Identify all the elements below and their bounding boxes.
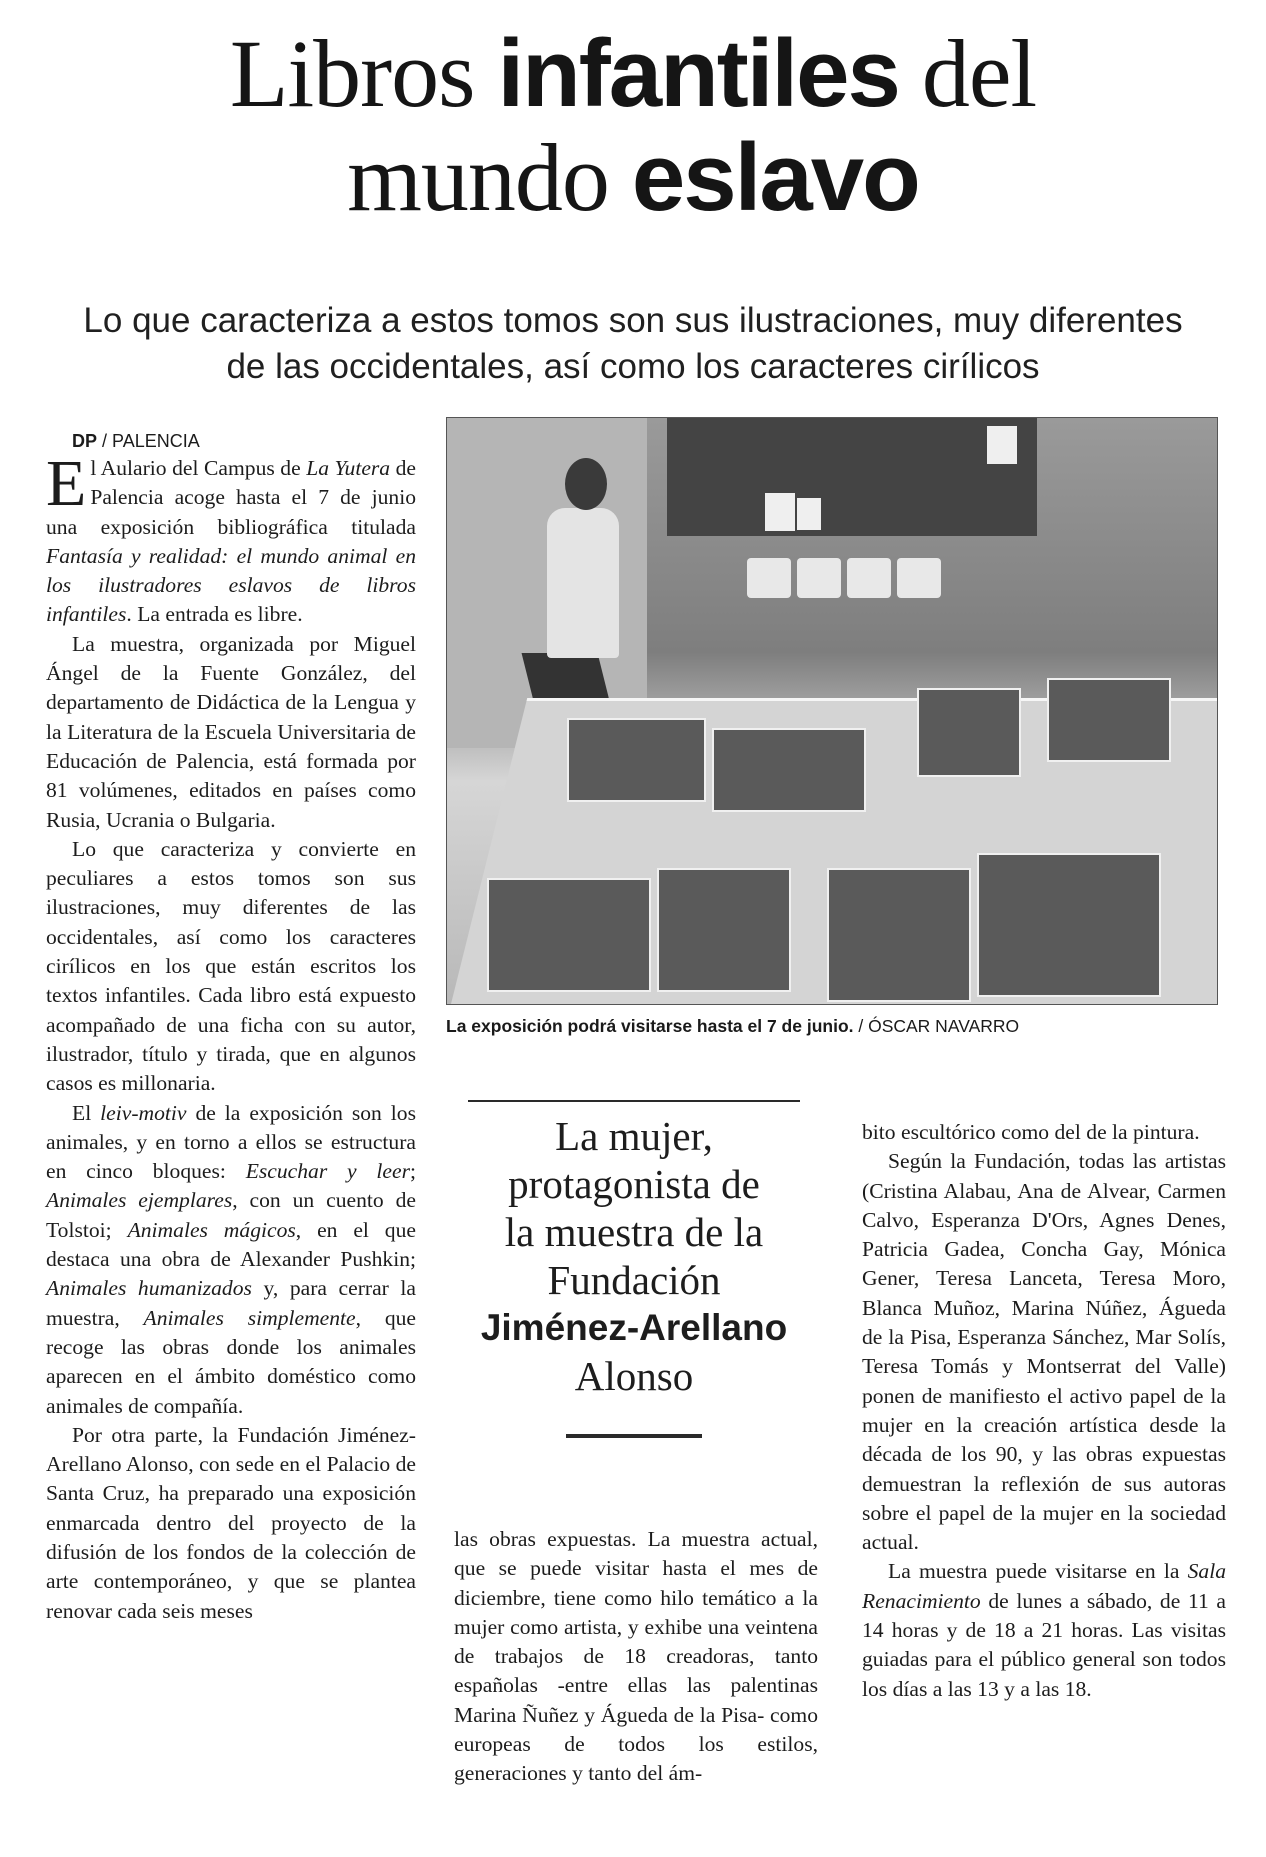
headline-text: del: [898, 20, 1037, 127]
photo-chair: [897, 558, 941, 598]
photo-book: [567, 718, 706, 802]
sidebar-top-rule: [468, 1100, 800, 1102]
text-run: , en el que destaca una obra de Alexander Pushkin;: [46, 1217, 416, 1272]
photo-book: [827, 868, 971, 1002]
italic-run: Animales ejemplares: [46, 1188, 233, 1213]
sidebar-title-line: Fundación: [547, 1257, 721, 1303]
sidebar-title-line: Jiménez-Arellano: [480, 1307, 788, 1348]
text-run: l Aulario del Campus de: [90, 456, 307, 480]
photo-notice-board: [667, 418, 1037, 536]
byline-source: DP: [72, 431, 98, 451]
italic-run: Animales humanizados: [46, 1276, 252, 1301]
sidebar-title-line: la muestra de la: [504, 1209, 764, 1255]
subheadline: Lo que caracteriza a estos tomos son sus ilustraciones, muy diferentes de las occidentales, así como los caracteres cirílicos: [83, 301, 1183, 386]
headline-bold-text: eslavo: [631, 124, 919, 231]
italic-run: leiv-motiv: [100, 1100, 187, 1125]
text-run: de la exposición son los animales, y en torno a ellos se estructura en cinco bloques:: [46, 1100, 416, 1184]
italic-run: Animales simplemente: [143, 1305, 356, 1330]
text-run: ;: [410, 1159, 416, 1184]
italic-run: Animales mágicos: [127, 1217, 296, 1242]
paragraph-5: Por otra parte, la Fundación Jiménez-Arellano Alonso, con sede en el Palacio de Santa Cruz, ha preparado una exposición enmarcada dentro del proyecto de la difusión de los fondos de la colección de arte contemporáneo, y que se plantea renovar cada seis meses: [46, 1422, 416, 1623]
headline-text: mundo: [347, 124, 632, 231]
exhibition-photo: [446, 417, 1218, 1005]
text-run: de lunes a sábado, de 11 a 14 horas y de 18 a 21 horas. Las visitas guiadas para el público general son todos los días a las 13 y a las 18.: [862, 1588, 1226, 1701]
paragraph-4: [46, 1099, 416, 1421]
photo-notice-paper: [797, 498, 821, 530]
photo-notice-paper: [765, 493, 795, 531]
photo-person-head: [565, 458, 607, 510]
sidebar-title-line: La mujer,: [555, 1113, 713, 1159]
italic-run: Sala Renacimiento: [862, 1559, 1226, 1613]
right-column: [862, 1118, 1226, 1704]
text-run: . La entrada es libre.: [126, 602, 303, 627]
photo-book: [712, 728, 866, 812]
photo-book: [657, 868, 791, 992]
photo-book: [977, 853, 1161, 997]
photo-chair: [847, 558, 891, 598]
italic-run: Fantasía y realidad: el mundo animal en los ilustradores eslavos de libros infantiles: [46, 543, 416, 627]
byline: [46, 428, 416, 454]
text-run: La muestra puede visitarse en la: [888, 1559, 1188, 1584]
left-column: [46, 428, 416, 1626]
photo-book: [487, 878, 651, 992]
headline-bold-text: infantiles: [497, 20, 899, 127]
photo-book: [1047, 678, 1171, 762]
paragraph-3: Lo que caracteriza y convierte en peculiares a estos tomos son sus ilustraciones, muy diferentes de las occidentales, así como los caracteres cirílicos en los que están escritos los textos infantiles. Cada libro está expuesto acompañado de una ficha con su autor, ilustrador, título y tirada, que en algunos casos es millonaria.: [46, 836, 416, 1096]
middle-column: [454, 1525, 818, 1789]
photo-credit: / ÓSCAR NAVARRO: [853, 1016, 1020, 1036]
text-run: , que recoge las obras donde los animales aparecen en el ámbito doméstico como animales de compañía.: [46, 1305, 417, 1418]
byline-place: / PALENCIA: [97, 431, 200, 451]
paragraph-1: [46, 447, 416, 630]
photo-chair: [747, 558, 791, 598]
headline-text: Libros: [229, 20, 498, 127]
photo-caption: [446, 1014, 1216, 1038]
photo-book: [917, 688, 1021, 777]
text-run: El: [72, 1100, 101, 1125]
photo-person-body: [547, 508, 619, 658]
caption-text: La exposición podrá visitarse hasta el 7 de junio.: [446, 1016, 854, 1036]
sidebar-title-line: protagonista de: [508, 1161, 760, 1207]
photo-chair: [797, 558, 841, 598]
sidebar-bottom-rule: [566, 1434, 702, 1438]
headline: [0, 22, 1266, 230]
right-paragraph-3: [862, 1557, 1226, 1703]
right-paragraph-1: bito escultórico como del de la pintura.: [862, 1120, 1200, 1144]
italic-run: La Yutera: [306, 456, 391, 480]
italic-run: Escuchar y leer: [245, 1159, 410, 1184]
text-run: de Palencia acoge hasta el 7 de junio una exposición bibliográfica titulada: [46, 456, 416, 539]
text-run: y, para cerrar la muestra,: [46, 1276, 416, 1330]
right-paragraph-2: Según la Fundación, todas las artistas (Cristina Alabau, Ana de Alvear, Carmen Calvo, Esperanza D'Ors, Agnes Denes, Patricia Gadea, Concha Gay, Mónica Gener, Teresa Lanceta, Teresa Moro, Blanca Muñoz, Marina Núñez, Águeda de la Pisa, Esperanza Sánchez, Mar Solís, Teresa Tomás y Montserrat del Valle) ponen de manifiesto el activo papel de la mujer en la creación artística desde la década de los 90, y las obras expuestas demuestran la reflexión de sus autoras sobre el papel de la mujer en la sociedad actual.: [862, 1149, 1226, 1555]
drop-cap: E: [46, 447, 87, 520]
sidebar-title: [468, 1112, 800, 1400]
photo-notice-paper: [987, 426, 1017, 464]
middle-paragraph: las obras expuestas. La muestra actual, que se puede visitar hasta el mes de diciembre, tiene como hilo temático a la mujer como artista, y exhibe una veintena de trabajos de 18 creadoras, tanto españolas -entre ellas las palentinas Marina Ñuñez y Águeda de la Pisa- como europeas de todos los estilos, generaciones y tanto del ám-: [454, 1527, 818, 1786]
text-run: , con un cuento de Tolstoi;: [46, 1188, 416, 1242]
paragraph-2: La muestra, organizada por Miguel Ángel de la Fuente González, del departamento de Didáctica de la Lengua y la Literatura de la Escuela Universitaria de Educación de Palencia, está formada por 81 volúmenes, editados en países como Rusia, Ucrania o Bulgaria.: [46, 631, 416, 832]
sidebar-title-line: Alonso: [574, 1353, 694, 1399]
